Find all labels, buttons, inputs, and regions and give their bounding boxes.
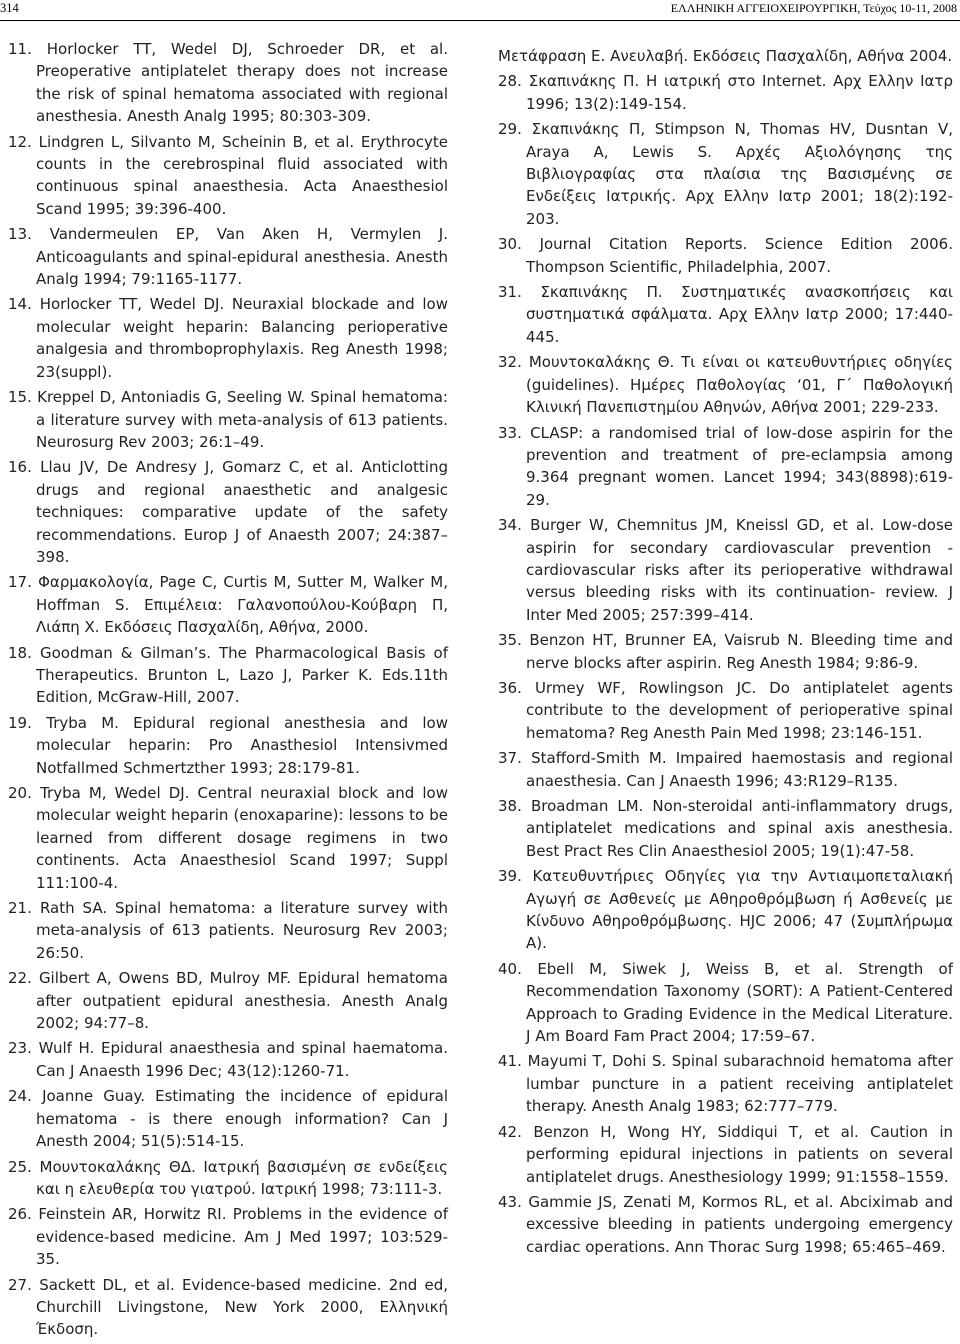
reference-number: 29.: [498, 120, 522, 139]
reference-item: [8, 897, 448, 964]
reference-number: 14.: [8, 295, 32, 314]
reference-text: Broadman LM. Non-steroidal anti-inflammatory drugs, antiplatelet medications and spinal axis anesthesia. Best Pract Res Clin Anaesthesiol 2005; 19(1):47-58.: [526, 797, 953, 860]
reference-item: [8, 456, 448, 568]
reference-number: 23.: [8, 1039, 32, 1058]
reference-item: [498, 629, 953, 674]
reference-number: 18.: [8, 643, 32, 662]
header-divider: [0, 20, 960, 21]
reference-text: Rath SA. Spinal hematoma: a literature survey with meta-analysis of 613 patients. Neurosurg Rev 2003; 26:50.: [36, 899, 448, 962]
reference-text: Wulf H. Epidural anaesthesia and spinal haematoma. Can J Anaesth 1996 Dec; 43(12):1260-71.: [36, 1039, 448, 1080]
reference-number: 31.: [498, 283, 522, 302]
reference-item: [498, 1191, 953, 1258]
reference-number: 19.: [8, 713, 32, 732]
reference-item: [8, 223, 448, 290]
reference-item: [8, 712, 448, 779]
reference-text: Kreppel D, Antoniadis G, Seeling W. Spinal hematoma: a literature survey with meta-analysis of 613 patients. Neurosurg Rev 2003; 26:1–49.: [36, 388, 448, 451]
reference-number: 33.: [498, 423, 522, 442]
reference-number: 11.: [8, 40, 32, 58]
reference-text: Joanne Guay. Estimating the incidence of epidural hematoma - is there enough information? Can J Anesth 2004; 51(5):514-15.: [36, 1087, 448, 1151]
reference-item: [498, 118, 953, 230]
reference-item: [498, 281, 953, 348]
page-number: 314: [0, 1, 19, 15]
reference-item: [498, 351, 953, 418]
reference-number: 36.: [498, 678, 522, 697]
reference-text: Μουντοκαλάκης ΘΔ. Ιατρική βασισμένη σε ενδείξεις και η ελευθερία του γιατρού. Ιατρική 1998; 73:111-3.: [36, 1157, 448, 1198]
reference-text: Σκαπινάκης Π. Συστηματικές ανασκοπήσεις και συστηματικά σφάλματα. Αρχ Ελλην Ιατρ 2000; 17:440-445.: [526, 283, 953, 346]
reference-number: 37.: [498, 749, 522, 768]
reference-item: [498, 958, 953, 1048]
reference-item: [8, 1037, 448, 1082]
reference-number: 42.: [498, 1122, 522, 1141]
reference-text: Mayumi T, Dohi S. Spinal subarachnoid hematoma after lumbar puncture in a patient receiving antiplatelet therapy. Anesth Analg 1983; 62:777–779.: [526, 1052, 953, 1116]
reference-item: [498, 233, 953, 278]
reference-item: [8, 38, 448, 128]
reference-number: 30.: [498, 235, 522, 254]
reference-text: Goodman & Gilman’s. The Pharmacological Basis of Therapeutics. Brunton L, Lazo J, Parker K. Eds.11th Edition, McGraw-Hill, 2007.: [36, 643, 448, 707]
reference-text: Horlocker TT, Wedel DJ. Neuraxial blockade and low molecular weight heparin: Balancing perioperative analgesia and thromboprophylaxis. Reg Anesth 1998; 23(suppl).: [36, 295, 448, 381]
reference-number: 40.: [498, 959, 522, 978]
reference-item: [8, 782, 448, 894]
reference-item: [498, 677, 953, 744]
reference-number: 25.: [8, 1157, 32, 1176]
reference-text: Tryba M. Epidural regional anesthesia and low molecular heparin: Pro Anasthesiol Intensivmed Notfallmed Schmertzther 1993; 28:179-81.: [36, 713, 448, 777]
reference-number: 32.: [498, 353, 522, 372]
reference-number: 15.: [8, 388, 32, 407]
reference-number: 26.: [8, 1205, 32, 1224]
reference-item: [498, 747, 953, 792]
reference-text: Tryba M, Wedel DJ. Central neuraxial block and low molecular weight heparin (enoxaparine): lessons to be learned from different dosage regimens in two continents. Acta Anaesthesiol Scand 1997; Suppl 111:100-4.: [36, 784, 448, 892]
reference-text: Lindgren L, Silvanto M, Scheinin B, et al. Erythrocyte counts in the cerebrospinal fluid associated with continuous spinal anaesthesia. Acta Anaesthesiol Scand 1995; 39:396-400.: [36, 132, 448, 218]
page-header: [0, 0, 960, 22]
reference-item: [498, 514, 953, 626]
reference-text: Urmey WF, Rowlingson JC. Do antiplatelet agents contribute to the development of perioperative spinal hematoma? Reg Anesth Pain Med 1998; 23:146-151.: [526, 678, 953, 742]
reference-item: [8, 1085, 448, 1152]
reference-number: 41.: [498, 1052, 522, 1071]
reference-item: [498, 422, 953, 512]
reference-item: [8, 1203, 448, 1270]
reference-text: Stafford-Smith M. Impaired haemostasis and regional anaesthesia. Can J Anaesth 1996; 43:R129–R135.: [526, 749, 953, 790]
reference-text: Κατευθυντήριες Οδηγίες για την Αντιαιμοπεταλιακή Αγωγή σε Ασθενείς με Αθηροθρόμβωση ή Ασθενείς με Κίνδυνο Αθηροθρόμβωσης. HJC 2006; 47 (Συμπλήρωμα Α).: [526, 867, 953, 953]
reference-text: Journal Citation Reports. Science Edition 2006. Thompson Scientific, Philadelphia, 2007.: [526, 235, 953, 276]
reference-text: Σκαπινάκης Π. Η ιατρική στο Internet. Αρχ Ελλην Ιατρ 1996; 13(2):149-154.: [526, 72, 953, 113]
reference-text: Gammie JS, Zenati M, Kormos RL, et al. Abciximab and excessive bleeding in patients undergoing emergency cardiac operations. Ann Thorac Surg 1998; 65:465–469.: [526, 1192, 953, 1256]
reference-item: [8, 131, 448, 221]
journal-title: ΕΛΛΗΝΙΚΗ ΑΓΓΕΙΟΧΕΙΡΟΥΡΓΙΚΗ, Τεύχος 10-11, 2008: [670, 1, 957, 15]
reference-text: Llau JV, De Andresy J, Gomarz C, et al. Anticlotting drugs and regional anaesthetic and analgesic techniques: comparative update of the safety recommendations. Europ J of Anaesth 2007; 24:387–398.: [36, 458, 448, 566]
reference-text: Φαρμακολογία, Page C, Curtis M, Sutter M, Walker M, Hoffman S. Επιμέλεια: Γαλανοπούλου-Κούβαρη Π, Λιάπη Χ. Εκδόσεις Πασχαλίδη, Αθήνα, 2000.: [36, 573, 448, 637]
reference-text: Sackett DL, et al. Evidence-based medicine. 2nd ed, Churchill Livingstone, New York 2000, Ελληνική Έκδοση.: [36, 1275, 448, 1339]
reference-item: [498, 1050, 953, 1117]
references-right-column: [498, 45, 953, 1261]
reference-continuation-text: Μετάφραση Ε. Ανευλαβή. Εκδόσεις Πασχαλίδη, Αθήνα 2004.: [498, 47, 953, 65]
reference-text: Μουντοκαλάκης Θ. Τι είναι οι κατευθυντήριες οδηγίες (guidelines). Ημέρες Παθολογίας ‘01, Γ΄ Παθολογική Κλινική Πανεπιστημίου Αθηνών, Αθήνα 2001; 229-233.: [526, 353, 953, 417]
reference-text: Burger W, Chemnitus JM, Kneissl GD, et al. Low-dose aspirin for secondary cardiovascular prevention - cardiovascular risks after its perioperative withdrawal versus bleeding risks with its continuation- review. J Inter Med 2005; 257:399–414.: [526, 516, 953, 624]
reference-text: Gilbert A, Owens BD, Mulroy MF. Epidural hematoma after outpatient epidural anesthesia. Anesth Analg 2002; 94:77–8.: [36, 969, 448, 1033]
reference-text: CLASP: a randomised trial of low-dose aspirin for the prevention and treatment of pre-eclampsia among 9.364 pregnant women. Lancet 1994; 343(8898):619-29.: [526, 423, 953, 509]
reference-number: 16.: [8, 458, 32, 477]
reference-text: Vandermeulen EP, Van Aken H, Vermylen J. Anticoagulants and spinal-epidural anesthesia. Anesth Analg 1994; 79:1165-1177.: [36, 225, 448, 289]
reference-number: 24.: [8, 1087, 32, 1106]
reference-number: 21.: [8, 899, 32, 918]
reference-number: 20.: [8, 784, 32, 802]
reference-item: [8, 642, 448, 709]
reference-text: Horlocker TT, Wedel DJ, Schroeder DR, et al. Preoperative antiplatelet therapy does not increase the risk of spinal hematoma associated with regional anesthesia. Anesth Analg 1995; 80:303-309.: [36, 40, 448, 126]
reference-text: Σκαπινάκης Π, Stimpson N, Thomas HV, Dusntan V, Araya A, Lewis S. Αρχές Αξιολόγησης της Βιβλιογραφίας στα πλαίσια της Βασισμένης σε Ενδείξεις Ιατρικής. Αρχ Ελλην Ιατρ 2001; 18(2):192-203.: [526, 120, 953, 228]
reference-item: [8, 1274, 448, 1341]
reference-number: 38.: [498, 797, 522, 815]
reference-item: [498, 70, 953, 115]
references-left-column: [8, 38, 448, 1344]
reference-item: [498, 865, 953, 955]
reference-text: Benzon H, Wong HY, Siddiqui T, et al. Caution in performing epidural injections in patients on several antiplatelet drugs. Anesthesiology 1999; 91:1558–1559.: [526, 1122, 953, 1186]
reference-number: 28.: [498, 72, 522, 91]
reference-continuation: [498, 45, 953, 67]
reference-number: 27.: [8, 1275, 32, 1294]
reference-item: [8, 967, 448, 1034]
reference-item: [498, 795, 953, 862]
reference-number: 17.: [8, 573, 32, 592]
reference-number: 13.: [8, 225, 32, 244]
reference-text: Feinstein AR, Horwitz RI. Problems in the evidence of evidence-based medicine. Am J Med 1997; 103:529-35.: [36, 1205, 448, 1269]
reference-number: 12.: [8, 132, 32, 151]
reference-number: 39.: [498, 867, 522, 886]
reference-item: [8, 386, 448, 453]
reference-number: 22.: [8, 969, 32, 988]
reference-item: [8, 293, 448, 383]
reference-text: Ebell M, Siwek J, Weiss B, et al. Strength of Recommendation Taxonomy (SORT): A Patient-Centered Approach to Grading Evidence in the Medical Literature. J Am Board Fam Pract 2004; 17:59–67.: [526, 959, 953, 1046]
reference-number: 35.: [498, 631, 522, 650]
reference-number: 34.: [498, 516, 522, 535]
reference-number: 43.: [498, 1192, 522, 1211]
reference-text: Benzon HT, Brunner EA, Vaisrub N. Bleeding time and nerve blocks after aspirin. Reg Anesth 1984; 9:86-9.: [526, 631, 953, 672]
reference-item: [8, 571, 448, 638]
